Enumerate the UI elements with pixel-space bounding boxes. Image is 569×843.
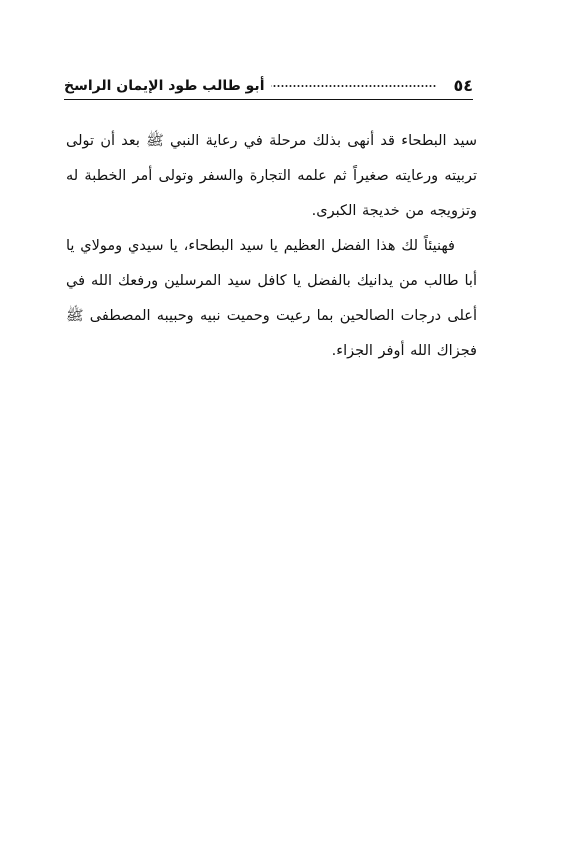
paragraph: فهنيئاً لك هذا الفضل العظيم يا سيد البطحاء، يا سيدي ومولاي يا أبا طالب من يدانيك بالفضل يا كافل سيد المرسلين ورفعك الله في أعلى درجات الصالحين بما رعيت وحميت نبيه وحبيبه المصطفى ﷺ فجزاك الله أوفر الجزاء. [66,238,477,359]
running-title: أبو طالب طود الإيمان الراسخ [64,78,265,94]
page-number: ٥٤ [453,76,473,95]
body-text [66,124,477,369]
header-rule [64,99,473,100]
page-header [64,66,473,96]
dotted-leader [271,83,438,89]
paragraph: سيد البطحاء قد أنهى بذلك مرحلة في رعاية النبي ﷺ بعد أن تولى تربيته ورعايته صغيراً ثم علمه التجارة والسفر وتولى أمر الخطبة له وتزويجه من خديجة الكبرى. [66,133,477,219]
